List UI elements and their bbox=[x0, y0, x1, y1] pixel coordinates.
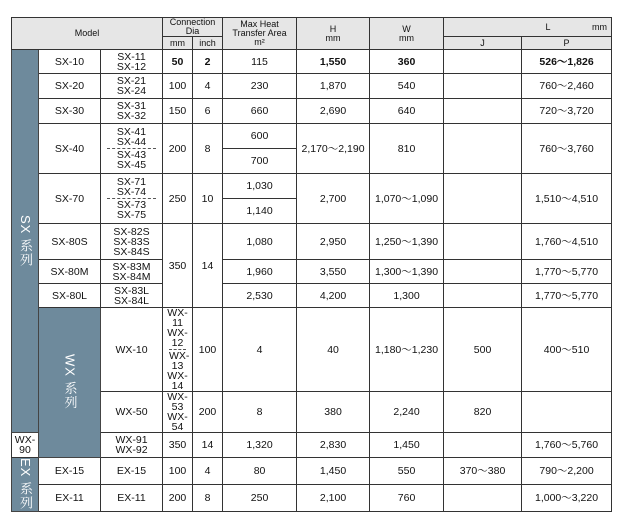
header-mm: mm bbox=[163, 37, 193, 50]
header-max-heat-line1: Max Heat bbox=[240, 19, 279, 29]
w-cell: 760 bbox=[370, 484, 444, 511]
table-row bbox=[12, 284, 612, 308]
header-p: P bbox=[522, 37, 612, 50]
w-cell: 810 bbox=[370, 124, 444, 174]
table-row bbox=[12, 308, 612, 392]
h-cell: 2,170～2,190 bbox=[297, 124, 370, 174]
j-cell bbox=[522, 392, 612, 433]
j-cell bbox=[444, 433, 522, 458]
w-cell: 1,300 bbox=[370, 284, 444, 308]
area-cell: 1,030 bbox=[223, 174, 297, 199]
mm-cell: 150 bbox=[163, 99, 193, 124]
submodel-cell: SX-71 SX-74 SX-73 SX-75 bbox=[101, 174, 163, 224]
model-cell: WX-10 bbox=[101, 308, 163, 392]
model-cell: EX-15 bbox=[39, 458, 101, 485]
model-cell: SX-20 bbox=[39, 74, 101, 99]
header-h-label: H bbox=[329, 23, 337, 34]
area-cell: 230 bbox=[223, 74, 297, 99]
submodel-cell: WX-11 WX-12 WX-13 WX-14 bbox=[163, 308, 193, 392]
p-cell: 1,510～4,510 bbox=[522, 174, 612, 224]
model-cell: SX-70 bbox=[39, 174, 101, 224]
mm-cell: 200 bbox=[193, 392, 223, 433]
inch-cell: 4 bbox=[193, 458, 223, 485]
area-cell: 380 bbox=[297, 392, 370, 433]
area-cell: 80 bbox=[223, 458, 297, 485]
h-cell: 2,690 bbox=[297, 99, 370, 124]
inch-cell: 2 bbox=[193, 50, 223, 74]
j-cell bbox=[444, 50, 522, 74]
group-label-wx: WX 系列 bbox=[39, 308, 101, 458]
inch-cell: 14 bbox=[193, 224, 223, 308]
h-cell: 3,550 bbox=[297, 260, 370, 284]
submodel-cell: SX-11 SX-12 bbox=[101, 50, 163, 74]
header-l-label: L bbox=[545, 21, 551, 32]
area-cell: 600 bbox=[223, 124, 297, 149]
inch-cell: 10 bbox=[193, 174, 223, 224]
submodel-cell: SX-83M SX-84M bbox=[101, 260, 163, 284]
p-cell: 760～2,460 bbox=[522, 74, 612, 99]
h-cell: 2,700 bbox=[297, 174, 370, 224]
area-cell: 2,530 bbox=[223, 284, 297, 308]
j-cell: 370～380 bbox=[444, 458, 522, 485]
j-cell bbox=[444, 174, 522, 224]
mm-cell: 200 bbox=[163, 484, 193, 511]
table-row bbox=[12, 484, 612, 511]
j-cell bbox=[444, 224, 522, 260]
model-cell: WX-50 bbox=[101, 392, 163, 433]
w-cell: 500 bbox=[444, 308, 522, 392]
mm-cell: 100 bbox=[193, 308, 223, 392]
p-cell: 526～1,826 bbox=[522, 50, 612, 74]
header-max-heat bbox=[223, 18, 297, 50]
area-cell: 40 bbox=[297, 308, 370, 392]
header-model: Model bbox=[12, 18, 163, 50]
p-cell: 1,770～5,770 bbox=[522, 260, 612, 284]
j-cell bbox=[444, 284, 522, 308]
area-cell: 700 bbox=[223, 149, 297, 174]
header-w-unit: mm bbox=[399, 32, 415, 43]
model-cell: SX-40 bbox=[39, 124, 101, 174]
inch-cell: 6 bbox=[193, 99, 223, 124]
h-cell: 1,870 bbox=[297, 74, 370, 99]
table-row bbox=[12, 260, 612, 284]
header-w bbox=[370, 18, 444, 50]
area-cell: 250 bbox=[223, 484, 297, 511]
model-cell: SX-10 bbox=[39, 50, 101, 74]
table-row bbox=[12, 392, 612, 433]
inch-cell: 14 bbox=[193, 433, 223, 458]
j-cell bbox=[444, 99, 522, 124]
group-label-ex: EX 系列 bbox=[12, 458, 39, 512]
table-row bbox=[12, 224, 612, 260]
submodel-cell: SX-82S SX-83S SX-84S bbox=[101, 224, 163, 260]
inch-cell: 8 bbox=[193, 484, 223, 511]
j-cell bbox=[444, 74, 522, 99]
spec-table bbox=[11, 17, 612, 512]
p-cell: 760～3,760 bbox=[522, 124, 612, 174]
header-inch: inch bbox=[193, 37, 223, 50]
h-cell: 1,450 bbox=[297, 458, 370, 485]
inch-cell: 4 bbox=[193, 74, 223, 99]
p-cell: 1,760～5,760 bbox=[522, 433, 612, 458]
h-cell: 2,830 bbox=[297, 433, 370, 458]
w-cell: 640 bbox=[370, 99, 444, 124]
mm-cell: 200 bbox=[163, 124, 193, 174]
header-j: J bbox=[444, 37, 522, 50]
submodel-cell: SX-21 SX-24 bbox=[101, 74, 163, 99]
header-connection-dia: Connection Dia bbox=[163, 18, 223, 37]
h-cell: 2,100 bbox=[297, 484, 370, 511]
h-cell: 1,550 bbox=[297, 50, 370, 74]
w-cell: 550 bbox=[370, 458, 444, 485]
inch-cell: 8 bbox=[223, 392, 297, 433]
inch-cell: 4 bbox=[223, 308, 297, 392]
h-cell: 2,950 bbox=[297, 224, 370, 260]
model-cell: EX-11 bbox=[39, 484, 101, 511]
header-h bbox=[297, 18, 370, 50]
header-w-label: W bbox=[402, 23, 411, 34]
mm-cell: 350 bbox=[163, 433, 193, 458]
model-cell: WX-90 bbox=[12, 433, 39, 458]
mm-cell: 100 bbox=[163, 74, 193, 99]
w-cell: 1,450 bbox=[370, 433, 444, 458]
p-cell: 790～2,200 bbox=[522, 458, 612, 485]
p-cell: 720～3,720 bbox=[522, 99, 612, 124]
submodel-cell: SX-41 SX-44 SX-43 SX-45 bbox=[101, 124, 163, 174]
mm-cell: 50 bbox=[163, 50, 193, 74]
header-h-unit: mm bbox=[325, 32, 341, 43]
h-cell: 1,180～1,230 bbox=[370, 308, 444, 392]
group-label-sx: SX 系列 bbox=[12, 50, 39, 433]
table-row bbox=[12, 174, 612, 199]
p-cell: 1,760～4,510 bbox=[522, 224, 612, 260]
w-cell: 820 bbox=[444, 392, 522, 433]
area-cell: 660 bbox=[223, 99, 297, 124]
table-row bbox=[12, 74, 612, 99]
model-cell: SX-80L bbox=[39, 284, 101, 308]
table-row bbox=[12, 124, 612, 149]
w-cell: 1,300～1,390 bbox=[370, 260, 444, 284]
area-cell: 115 bbox=[223, 50, 297, 74]
j-cell bbox=[444, 484, 522, 511]
h-cell: 2,240 bbox=[370, 392, 444, 433]
model-cell: SX-30 bbox=[39, 99, 101, 124]
submodel-cell: SX-31 SX-32 bbox=[101, 99, 163, 124]
model-cell: SX-80M bbox=[39, 260, 101, 284]
model-cell: SX-80S bbox=[39, 224, 101, 260]
w-cell: 1,070～1,090 bbox=[370, 174, 444, 224]
area-cell: 1,140 bbox=[223, 199, 297, 224]
h-cell: 4,200 bbox=[297, 284, 370, 308]
submodel-cell: WX-53 WX-54 bbox=[163, 392, 193, 433]
j-cell bbox=[444, 124, 522, 174]
submodel-cell: EX-15 bbox=[101, 458, 163, 485]
header-max-heat-line2: Transfer Area bbox=[232, 28, 287, 38]
header-l bbox=[444, 18, 612, 37]
submodel-cell: WX-91 WX-92 bbox=[101, 433, 163, 458]
submodel-cell: EX-11 bbox=[101, 484, 163, 511]
w-cell: 540 bbox=[370, 74, 444, 99]
w-cell: 360 bbox=[370, 50, 444, 74]
header-l-unit: mm bbox=[592, 21, 608, 32]
submodel-cell: SX-83L SX-84L bbox=[101, 284, 163, 308]
area-cell: 1,080 bbox=[223, 224, 297, 260]
w-cell: 1,250～1,390 bbox=[370, 224, 444, 260]
p-cell: 1,000～3,220 bbox=[522, 484, 612, 511]
area-cell: 1,320 bbox=[223, 433, 297, 458]
inch-cell: 8 bbox=[193, 124, 223, 174]
j-cell bbox=[444, 260, 522, 284]
j-cell: 400～510 bbox=[522, 308, 612, 392]
header-max-heat-unit: m² bbox=[254, 37, 265, 47]
table-row bbox=[12, 433, 612, 458]
table-row bbox=[12, 99, 612, 124]
p-cell: 1,770～5,770 bbox=[522, 284, 612, 308]
mm-cell: 100 bbox=[163, 458, 193, 485]
table-row bbox=[12, 458, 612, 485]
table-row bbox=[12, 50, 612, 74]
area-cell: 1,960 bbox=[223, 260, 297, 284]
mm-cell: 250 bbox=[163, 174, 193, 224]
mm-cell: 350 bbox=[163, 224, 193, 308]
